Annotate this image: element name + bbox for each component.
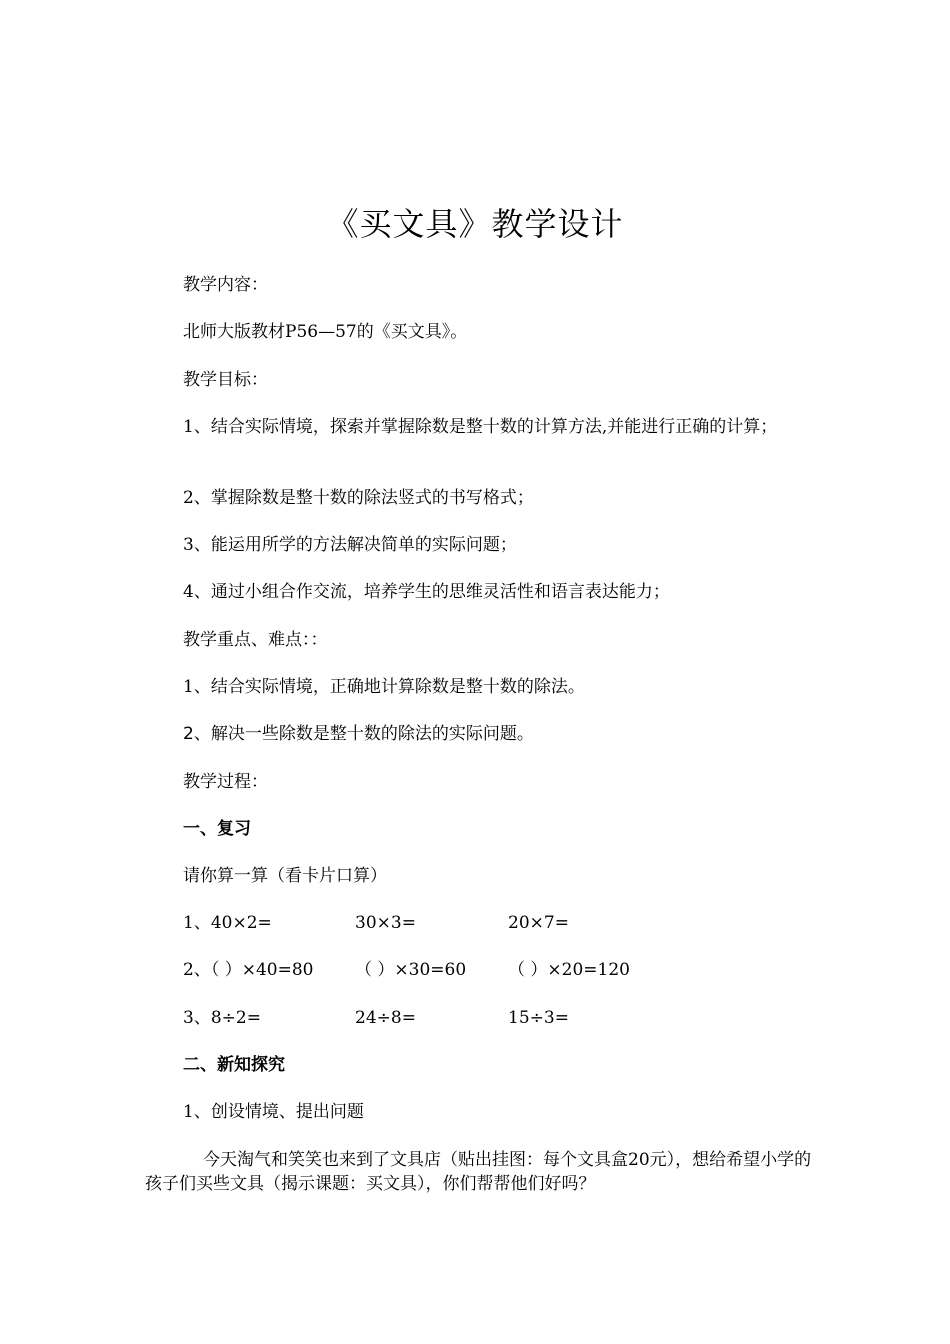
review-cell: （ ）×30=60 xyxy=(355,960,467,980)
review-cell: （ ）×20=120 xyxy=(508,960,630,980)
review-cell: 2、（ ）×40=80 xyxy=(183,960,314,980)
key-2 xyxy=(183,722,534,746)
document-title: 《买文具》教学设计 xyxy=(326,205,624,243)
review-cell: 30×3= xyxy=(355,913,416,933)
review-cell: 24÷8= xyxy=(355,1008,416,1028)
key-heading: 教学重点、难点：： xyxy=(183,630,328,650)
goal-4: 4、通过小组合作交流，培养学生的思维灵活性和语言表达能力； xyxy=(183,582,670,602)
content-text: 北师大版教材P56—57的《买文具》。 xyxy=(183,322,468,342)
key-2-text: 、解决一些除数是整十数的除法的实际问题。 xyxy=(193,724,534,744)
section-review-heading: 一、复习 xyxy=(183,819,251,839)
scenario-paragraph: 今天淘气和笑笑也来到了文具店（贴出挂图：每个文具盒20元），想给希望小学的孩子们买些文具（揭示课题：买文具），你们帮帮他们好吗？ xyxy=(145,1150,812,1194)
section-explore-heading: 二、新知探究 xyxy=(183,1055,285,1075)
content-heading: 教学内容： xyxy=(183,275,268,295)
goal-2: 2、掌握除数是整十数的除法竖式的书写格式； xyxy=(183,488,534,508)
goal-1: 1、结合实际情境，探索并掌握除数是整十数的计算方法,并能进行正确的计算； xyxy=(183,417,778,437)
process-heading: 教学过程： xyxy=(183,772,268,792)
review-intro: 请你算一算（看卡片口算） xyxy=(183,866,387,886)
review-cell: 3、8÷2= xyxy=(183,1008,261,1028)
goal-3: 3、能运用所学的方法解决简单的实际问题； xyxy=(183,535,517,555)
review-cell: 15÷3= xyxy=(508,1008,569,1028)
key-2-number: 2 xyxy=(183,724,194,744)
key-1: 1、结合实际情境，正确地计算除数是整十数的除法。 xyxy=(183,677,585,697)
review-cell: 20×7= xyxy=(508,913,569,933)
step-1: 1、创设情境、提出问题 xyxy=(183,1102,364,1122)
review-cell: 1、40×2= xyxy=(183,913,272,933)
goals-heading: 教学目标： xyxy=(183,370,268,390)
